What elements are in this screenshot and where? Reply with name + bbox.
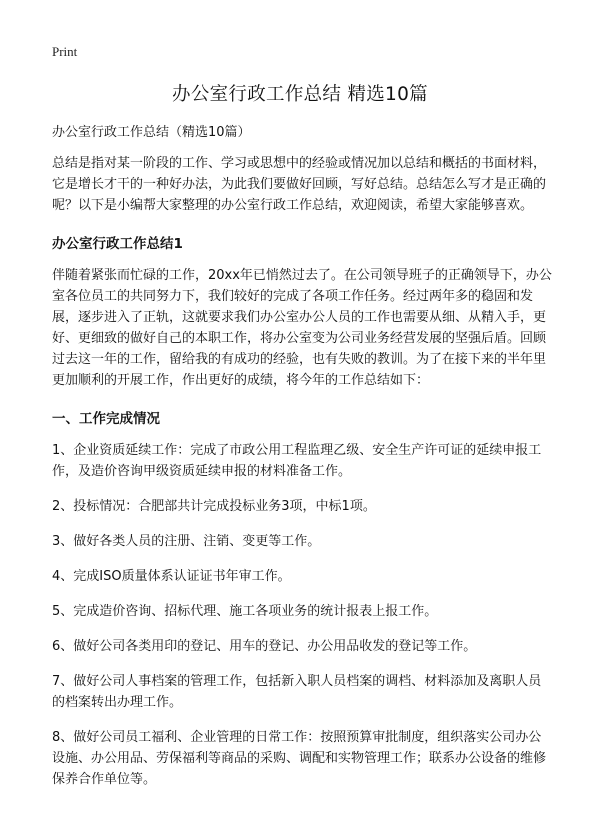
list-item: 1、企业资质延续工作：完成了市政公用工程监理乙级、安全生产许可证的延续申报工作，及造价咨询甲级资质延续申报的材料准备工作。 bbox=[52, 443, 542, 479]
list-item: 7、做好公司人事档案的管理工作，包括新入职人员档案的调档、材料添加及离职人员的档案转出办理工作。 bbox=[52, 674, 542, 710]
list-item: 3、做好各类人员的注册、注销、变更等工作。 bbox=[52, 534, 321, 549]
list-item: 2、投标情况：合肥部共计完成投标业务3项，中标1项。 bbox=[52, 499, 376, 514]
list-item: 6、做好公司各类用印的登记、用车的登记、办公用品收发的登记等工作。 bbox=[52, 639, 477, 654]
list-item: 8、做好公司员工福利、企业管理的日常工作：按照预算审批制度，组织落实公司办公设施、办公用品、劳保福利等商品的采购、调配和实物管理工作；联系办公设备的维修保养合作单位等。 bbox=[52, 730, 547, 787]
section-heading: 办公室行政工作总结1 bbox=[52, 236, 183, 252]
print-link[interactable]: Print bbox=[52, 44, 78, 59]
subsection-heading: 一、工作完成情况 bbox=[52, 411, 160, 427]
intro-paragraph: 总结是指对某一阶段的工作、学习或思想中的经验或情况加以总结和概括的书面材料，它是增长才干的一种好办法，为此我们要做好回顾，写好总结。总结怎么写才是正确的呢？以下是小编帮大家整理的办公室行政工作总结，欢迎阅读，希望大家能够喜欢。 bbox=[52, 156, 547, 213]
document-title: 办公室行政工作总结 精选10篇 bbox=[172, 84, 428, 105]
list-item: 5、完成造价咨询、招标代理、施工各项业务的统计报表上报工作。 bbox=[52, 604, 438, 619]
list-item: 4、完成ISO质量体系认证证书年审工作。 bbox=[52, 569, 291, 584]
section-body-paragraph: 伴随着紧张而忙碌的工作，20xx年已悄然过去了。在公司领导班子的正确领导下，办公室各位员工的共同努力下，我们较好的完成了各项工作任务。经过两年多的稳固和发展，逐步进入了正轨，这就要求我们办公室办公人员的工作也需要从细、从精入手，更好、更细致的做好自己的本职工作，将办公室变为公司业务经营发展的坚强后盾。回顾过去这一年的工作，留给我的有成功的经验，也有失败的教训。为了在接下来的半年里更加顺利的开展工作，作出更好的成绩，将今年的工作总结如下： bbox=[52, 268, 552, 388]
document-body bbox=[52, 122, 552, 804]
document-subtitle: 办公室行政工作总结（精选10篇） bbox=[52, 125, 251, 140]
